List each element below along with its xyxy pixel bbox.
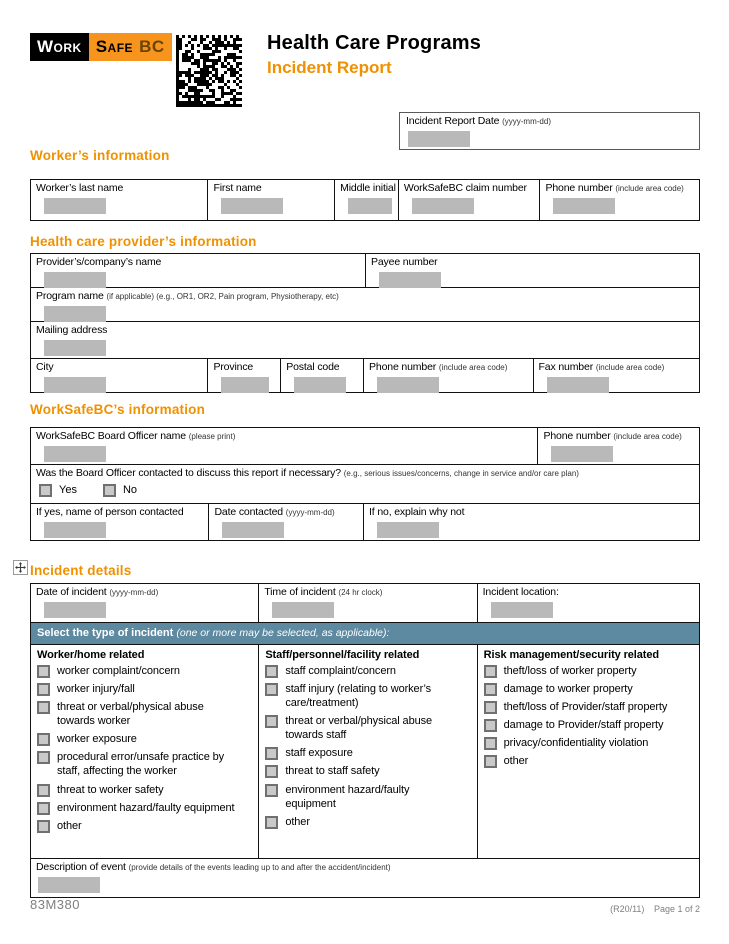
logo-bc: BC [139, 37, 165, 56]
incident-type-option[interactable]: threat to staff safety [265, 764, 476, 778]
field-claim-number: WorkSafeBC claim number [398, 180, 540, 220]
incident-type-option[interactable]: procedural error/unsafe practice by staff, affecting the worker [37, 750, 258, 778]
field-incident-location: Incident location: [477, 584, 699, 622]
field-worker-phone: Phone number (include area code) [539, 180, 699, 220]
description-of-event-input[interactable] [38, 877, 100, 893]
incident-type-option[interactable]: other [265, 815, 476, 829]
page-title: Health Care Programs [267, 32, 482, 54]
incident-type-option[interactable]: worker injury/fall [37, 682, 258, 696]
postal-code-input[interactable] [294, 377, 346, 393]
incident-type-option[interactable]: staff complaint/concern [265, 664, 476, 678]
checkbox[interactable] [484, 737, 497, 750]
checkbox[interactable] [265, 816, 278, 829]
incident-type-option[interactable]: environment hazard/faulty equipment [37, 801, 258, 815]
select-incident-type-bar: Select the type of incident (one or more may be selected, as applicable): [31, 623, 699, 644]
checkbox[interactable] [37, 683, 50, 696]
checkbox[interactable] [37, 701, 50, 714]
checkbox[interactable] [265, 765, 278, 778]
page-indicator: Page 1 of 2 [653, 904, 700, 914]
field-person-contacted: If yes, name of person contacted [31, 504, 208, 540]
incident-type-option[interactable]: staff injury (relating to worker’s care/treatment) [265, 682, 476, 710]
incident-type-option[interactable]: threat to worker safety [37, 783, 258, 797]
checkbox[interactable] [37, 802, 50, 815]
checkbox[interactable] [484, 719, 497, 732]
date-contacted-input[interactable] [222, 522, 284, 538]
incident-type-option[interactable]: worker complaint/concern [37, 664, 258, 678]
explain-why-not-input[interactable] [377, 522, 439, 538]
checkbox-no[interactable] [103, 484, 116, 497]
incident-type-option[interactable]: environment hazard/faulty equipment [265, 783, 476, 811]
first-name-input[interactable] [221, 198, 283, 214]
incident-type-option[interactable]: other [37, 819, 258, 833]
payee-number-input[interactable] [379, 272, 441, 288]
checkbox[interactable] [484, 665, 497, 678]
incident-details-table [30, 583, 700, 898]
wsbc-info-table [30, 427, 700, 541]
checkbox-yes[interactable] [39, 484, 52, 497]
incident-type-option[interactable]: threat or verbal/physical abuse towards staff [265, 714, 476, 742]
logo-safe: Safe [95, 37, 134, 56]
incident-report-date-input[interactable] [408, 131, 470, 147]
move-handle-icon[interactable] [13, 560, 28, 575]
section-heading-worker: Worker’s information [30, 148, 170, 163]
incident-col-worker-home: Worker/home related worker complaint/concern worker injury/fall threat or verbal/physical abuse towards worker worker exposure procedural error/unsafe practice by staff, affecting the worker threat to worker safety environment hazard/faulty equipment other [31, 645, 258, 858]
field-date-contacted: Date contacted (yyyy-mm-dd) [208, 504, 363, 540]
officer-contacted-no[interactable]: No [103, 484, 137, 497]
worker-info-table [30, 179, 700, 221]
checkbox[interactable] [265, 715, 278, 728]
field-provider-phone: Phone number (include area code) [363, 359, 532, 392]
wsbc-phone-input[interactable] [551, 446, 613, 462]
field-provider-name: Provider’s/company’s name [31, 254, 365, 287]
board-officer-name-input[interactable] [44, 446, 106, 462]
logo-work: Work [30, 33, 89, 61]
checkbox[interactable] [37, 665, 50, 678]
workers-last-name-input[interactable] [44, 198, 106, 214]
fax-number-input[interactable] [547, 377, 609, 393]
incident-location-input[interactable] [491, 602, 553, 618]
field-officer-contacted-question: Was the Board Officer contacted to discuss this report if necessary? (e.g., serious issues/concerns, change in service and/or care plan) Yes No [36, 467, 579, 497]
field-fax-number: Fax number (include area code) [533, 359, 700, 392]
incident-type-option[interactable]: theft/loss of Provider/staff property [484, 700, 699, 714]
checkbox[interactable] [484, 683, 497, 696]
date-of-incident-input[interactable] [44, 602, 106, 618]
worker-phone-input[interactable] [553, 198, 615, 214]
section-heading-provider: Health care provider’s information [30, 234, 257, 249]
claim-number-input[interactable] [412, 198, 474, 214]
checkbox[interactable] [265, 747, 278, 760]
checkbox[interactable] [37, 820, 50, 833]
checkbox[interactable] [37, 733, 50, 746]
field-date-of-incident: Date of incident (yyyy-mm-dd) [31, 584, 258, 622]
incident-type-option[interactable]: threat or verbal/physical abuse towards worker [37, 700, 258, 728]
checkbox[interactable] [484, 701, 497, 714]
program-name-input[interactable] [44, 306, 106, 322]
field-mailing-address: Mailing address [31, 322, 699, 358]
revision-label: (R20/11) [610, 904, 645, 914]
person-contacted-input[interactable] [44, 522, 106, 538]
incident-type-option[interactable]: theft/loss of worker property [484, 664, 699, 678]
field-first-name: First name [207, 180, 334, 220]
checkbox[interactable] [265, 683, 278, 696]
incident-type-option[interactable]: staff exposure [265, 746, 476, 760]
section-heading-wsbc: WorkSafeBC’s information [30, 402, 206, 417]
incident-type-option[interactable]: other [484, 754, 699, 768]
incident-type-option[interactable]: damage to worker property [484, 682, 699, 696]
incident-report-date-label: Incident Report Date [406, 115, 500, 127]
page-subtitle: Incident Report [267, 58, 392, 77]
field-board-officer-name: WorkSafeBC Board Officer name (please print) [31, 428, 537, 464]
field-explain-why-not: If no, explain why not [363, 504, 699, 540]
checkbox[interactable] [484, 755, 497, 768]
field-city: City [31, 359, 207, 392]
mailing-address-input[interactable] [44, 340, 106, 356]
middle-initial-input[interactable] [348, 198, 392, 214]
incident-type-option[interactable]: damage to Provider/staff property [484, 718, 699, 732]
field-description-of-event: Description of event (provide details of the events leading up to and after the accident/incident) [31, 859, 699, 897]
field-middle-initial: Middle initial [334, 180, 398, 220]
field-postal-code: Postal code [280, 359, 363, 392]
incident-type-option[interactable]: privacy/confidentiality violation [484, 736, 699, 750]
time-of-incident-input[interactable] [272, 602, 334, 618]
provider-phone-input[interactable] [377, 377, 439, 393]
section-heading-incident: Incident details [30, 563, 132, 578]
worksafebc-logo [30, 33, 172, 61]
datamatrix-barcode [176, 35, 242, 107]
form-number: 83M380 [30, 897, 80, 912]
field-province: Province [207, 359, 280, 392]
incident-col-risk-security: Risk management/security related theft/loss of worker property damage to worker property theft/loss of Provider/staff property damage to Provider/staff property privacy/confidentiality violation other [477, 645, 699, 858]
incident-col-staff-facility: Staff/personnel/facility related staff complaint/concern staff injury (relating to worker’s care/treatment) threat or verbal/physical abuse towards staff staff exposure threat to staff safety environment hazard/faulty equipment other [258, 645, 476, 858]
checkbox[interactable] [265, 784, 278, 797]
field-workers-last-name: Worker’s last name [31, 180, 207, 220]
field-program-name: Program name (if applicable) (e.g., OR1, OR2, Pain program, Physiotherapy, etc) [31, 288, 699, 321]
field-wsbc-phone: Phone number (include area code) [537, 428, 699, 464]
incident-report-date-box: Incident Report Date (yyyy-mm-dd) [399, 112, 700, 150]
incident-type-option[interactable]: worker exposure [37, 732, 258, 746]
field-payee-number: Payee number [365, 254, 699, 287]
checkbox[interactable] [37, 751, 50, 764]
province-input[interactable] [221, 377, 269, 393]
checkbox[interactable] [37, 784, 50, 797]
checkbox[interactable] [265, 665, 278, 678]
city-input[interactable] [44, 377, 106, 393]
provider-info-table [30, 253, 700, 393]
revision-page-info [603, 904, 700, 914]
provider-name-input[interactable] [44, 272, 106, 288]
field-time-of-incident: Time of incident (24 hr clock) [258, 584, 476, 622]
officer-contacted-yes[interactable]: Yes [39, 484, 77, 497]
